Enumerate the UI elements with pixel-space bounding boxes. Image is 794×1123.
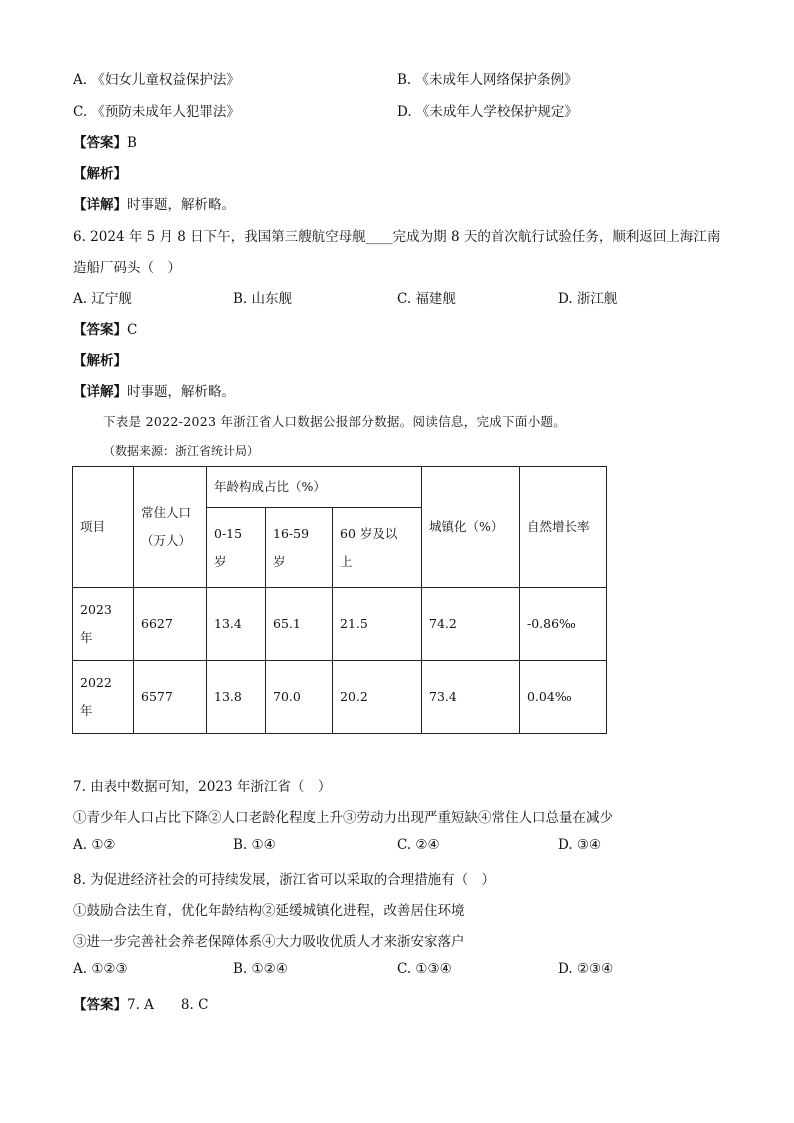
- header-population-line1: 常住人口: [141, 505, 192, 520]
- q7-option-d: D. ③④: [558, 837, 602, 853]
- row-year-line1: 2022: [80, 675, 112, 690]
- row-age-0-15: 13.4: [207, 588, 266, 661]
- row-population: 6627: [134, 588, 207, 661]
- answer-value: C: [127, 322, 138, 338]
- q7-q8-answers: [73, 993, 208, 1013]
- q5-option-d: D. 《未成年人学校保护规定》: [397, 104, 578, 120]
- q7-stem: 7. 由表中数据可知，2023 年浙江省（ ）: [73, 779, 332, 795]
- q8-option-a: A. ①②③: [73, 961, 128, 977]
- detail-text: 时事题，解析略。: [127, 197, 235, 213]
- q6-option-c: C. 福建舰: [397, 291, 456, 307]
- row-year: [73, 661, 134, 734]
- q6-detail: [73, 380, 235, 400]
- q7-option-c: C. ②④: [397, 837, 440, 853]
- header-age-60-plus-line2: 上: [340, 553, 353, 569]
- material-intro: 下表是 2022-2023 年浙江省人口数据公报部分数据。阅读信息，完成下面小题。: [103, 414, 567, 429]
- q5-option-c: C. 《预防未成年人犯罪法》: [73, 104, 240, 120]
- header-age-16-59-line2: 岁: [273, 553, 286, 569]
- row-year: [73, 588, 134, 661]
- answer-value: 7. A 8. C: [127, 997, 209, 1013]
- table-row: [73, 588, 607, 661]
- q8-statements-line1: ①鼓励合法生育，优化年龄结构②延缓城镇化进程，改善居住环境: [73, 903, 465, 919]
- row-age-60-plus: 20.2: [333, 661, 422, 734]
- row-population: 6577: [134, 661, 207, 734]
- row-age-16-59: 65.1: [266, 588, 333, 661]
- q6-option-b: B. 山东舰: [233, 291, 293, 307]
- row-urbanization: 74.2: [422, 588, 520, 661]
- q6-stem-line1: 6. 2024 年 5 月 8 日下午，我国第三艘航空母舰____完成为期 8 天的首次航行试验任务，顺利返回上海江南: [73, 229, 721, 245]
- q7-option-a: A. ①②: [73, 837, 116, 853]
- q6-option-d: D. 浙江舰: [558, 291, 618, 307]
- q5-answer: [73, 131, 137, 151]
- header-growth: 自然增长率: [520, 467, 607, 588]
- header-age-60-plus-line1: 60 岁及以: [340, 525, 398, 541]
- header-item: 项目: [73, 467, 134, 588]
- q7-statements: ①青少年人口占比下降②人口老龄化程度上升③劳动力出现严重短缺④常住人口总量在减少: [73, 810, 613, 826]
- header-urbanization: 城镇化（%）: [422, 467, 520, 588]
- row-year-line2: 年: [80, 630, 93, 645]
- row-growth: 0.04‰: [520, 661, 607, 734]
- row-year-line1: 2023: [80, 602, 112, 617]
- q5-analysis: [73, 162, 127, 182]
- population-table: [72, 466, 607, 734]
- header-age-16-59: [266, 508, 333, 588]
- q8-option-c: C. ①③④: [397, 961, 452, 977]
- header-population-line2: （万人）: [141, 533, 192, 548]
- q6-stem-line2: 造船厂码头（ ）: [73, 260, 181, 276]
- q5-option-b: B. 《未成年人网络保护条例》: [397, 72, 578, 88]
- header-age-0-15-line1: 0-15: [214, 525, 243, 541]
- q7-option-b: B. ①④: [233, 837, 276, 853]
- table-row: [73, 661, 607, 734]
- q8-option-d: D. ②③④: [558, 961, 614, 977]
- header-age-0-15-line2: 岁: [214, 553, 227, 569]
- header-age-0-15: [207, 508, 266, 588]
- header-age-16-59-line1: 16-59: [273, 525, 310, 541]
- row-year-line2: 年: [80, 703, 93, 718]
- row-age-16-59: 70.0: [266, 661, 333, 734]
- q5-detail: [73, 193, 235, 213]
- answer-label: 【答案】: [73, 322, 127, 338]
- detail-label: 【详解】: [73, 197, 127, 213]
- answer-label: 【答案】: [73, 997, 127, 1013]
- header-population: [134, 467, 207, 588]
- detail-text: 时事题，解析略。: [127, 384, 235, 400]
- detail-label: 【详解】: [73, 384, 127, 400]
- q8-statements-line2: ③进一步完善社会养老保障体系④大力吸收优质人才来浙安家落户: [73, 934, 465, 950]
- analysis-label: 【解析】: [73, 166, 127, 182]
- row-age-0-15: 13.8: [207, 661, 266, 734]
- analysis-label: 【解析】: [73, 353, 127, 369]
- header-age-group: 年龄构成占比（%）: [207, 467, 422, 508]
- row-age-60-plus: 21.5: [333, 588, 422, 661]
- q6-analysis: [73, 349, 127, 369]
- material-source: （数据来源：浙江省统计局）: [103, 444, 260, 458]
- row-growth: -0.86‰: [520, 588, 607, 661]
- q8-stem: 8. 为促进经济社会的可持续发展，浙江省可以采取的合理措施有（ ）: [73, 872, 496, 888]
- q6-answer: [73, 318, 137, 338]
- answer-label: 【答案】: [73, 135, 127, 151]
- q6-option-a: A. 辽宁舰: [73, 291, 132, 307]
- header-age-60-plus: [333, 508, 422, 588]
- table-header-row: [73, 467, 607, 508]
- q8-option-b: B. ①②④: [233, 961, 288, 977]
- row-urbanization: 73.4: [422, 661, 520, 734]
- q5-option-a: A. 《妇女儿童权益保护法》: [73, 72, 240, 88]
- answer-value: B: [127, 135, 137, 151]
